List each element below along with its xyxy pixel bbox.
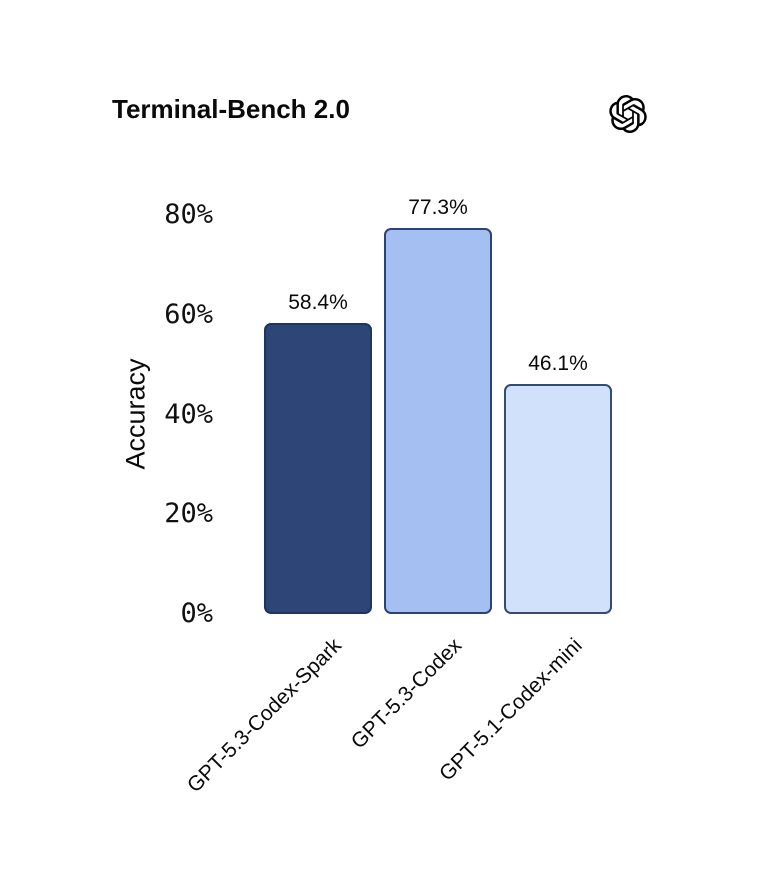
y-tick-label: 40% xyxy=(164,398,213,430)
openai-logo-icon xyxy=(609,95,647,133)
bar-value-label: 77.3% xyxy=(408,196,468,220)
bar-value-label: 46.1% xyxy=(528,352,588,376)
bar xyxy=(504,384,612,614)
bar-value-label: 58.4% xyxy=(288,290,348,314)
y-tick-label: 20% xyxy=(164,498,213,530)
x-category-label: GPT-5.3-Codex-Spark xyxy=(183,634,347,798)
chart-title: Terminal-Bench 2.0 xyxy=(112,94,350,124)
x-category-label: GPT-5.3-Codex xyxy=(346,634,467,754)
y-tick-label: 0% xyxy=(180,598,213,629)
bar xyxy=(384,228,492,614)
y-axis-label: Accuracy xyxy=(120,358,151,470)
bar xyxy=(264,323,372,614)
y-tick-label: 60% xyxy=(164,298,213,330)
x-category-label: GPT-5.1-Codex-mini xyxy=(434,634,587,786)
y-tick-label: 80% xyxy=(164,199,213,230)
